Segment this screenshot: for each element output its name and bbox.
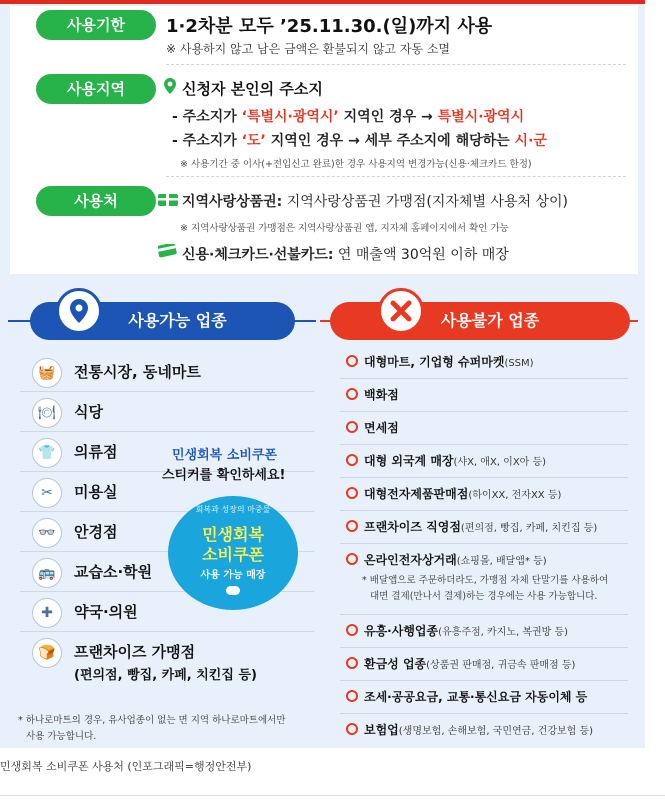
list-item: 환금성 업종(상품권 판매점, 귀금속 판매점 등) bbox=[340, 648, 628, 681]
check-circle-icon bbox=[346, 624, 358, 636]
online-note-1: * 배달앱으로 주문하더라도, 가맹점 자체 단말기를 사용하여 bbox=[362, 575, 609, 586]
image-caption: 민생회복 소비쿠폰 사용처 (인포그래픽=행정안전부) bbox=[0, 760, 252, 773]
region-label: 사용지역 bbox=[36, 74, 156, 104]
glasses-icon: 👓 bbox=[32, 518, 62, 548]
allowed-note-1: * 하나로마트의 경우, 유사업종이 없는 면 지역 하나로마트에서만 bbox=[18, 715, 286, 726]
government-logo bbox=[226, 586, 240, 595]
list-item: 🚌 교습소·학원 bbox=[20, 552, 314, 592]
scissors-icon: ✂ bbox=[32, 478, 62, 508]
list-item: 🧺 전통시장, 동네마트 bbox=[20, 352, 314, 392]
period-note: ※ 사용하지 않고 남은 금액은 환불되지 않고 자동 소멸 bbox=[166, 42, 451, 56]
list-item: 보험업(생명보험, 손해보험, 국민연금, 건강보험 등) bbox=[340, 714, 628, 746]
list-item: 대형 외국계 매장(샤X, 애X, 이X아 등) bbox=[340, 445, 628, 478]
list-item: 면세점 bbox=[340, 412, 628, 445]
credit-card-icon bbox=[158, 244, 178, 259]
hanger-icon: 👕 bbox=[32, 438, 62, 468]
place-gift-line: 지역사랑상품권: 지역사랑상품권 가맹점(지자체별 사용처 상이) bbox=[182, 194, 568, 210]
allowed-pin-icon bbox=[56, 288, 102, 334]
list-item: 👕 의류점 bbox=[20, 432, 314, 472]
school-bus-icon: 🚌 bbox=[32, 558, 62, 588]
check-circle-icon bbox=[346, 421, 358, 433]
list-item: 조세·공공요금, 교통·통신요금 자동이체 등 bbox=[340, 681, 628, 714]
check-circle-icon bbox=[346, 553, 358, 565]
list-item: 유흥·사행업종(유흥주점, 카지노, 복권방 등) bbox=[340, 615, 628, 648]
region-note: ※ 사용기간 중 이사(+전입신고 완료)한 경우 사용지역 변경가능(신용·체크카드 한정) bbox=[180, 159, 532, 170]
plate-icon: 🍽 bbox=[32, 398, 62, 428]
sticker-sub: 사용 가능 매장 bbox=[200, 570, 266, 581]
gift-voucher-icon bbox=[158, 191, 178, 205]
check-circle-icon bbox=[346, 657, 358, 669]
list-item: 대형전자제품판매점(하이XX, 전자XX 등) bbox=[340, 478, 628, 511]
check-circle-icon bbox=[346, 520, 358, 532]
period-label: 사용기한 bbox=[36, 10, 156, 40]
place-label: 사용처 bbox=[36, 186, 156, 216]
check-circle-icon bbox=[346, 454, 358, 466]
forbidden-x-icon bbox=[378, 288, 424, 334]
allowed-title: 사용가능 업종 bbox=[30, 302, 295, 340]
check-circle-icon bbox=[346, 355, 358, 367]
check-circle-icon bbox=[346, 487, 358, 499]
list-item: 🍞 프랜차이즈 가맹점 (편의점, 빵집, 카페, 치킨집 등) bbox=[20, 632, 314, 692]
list-item: ✚ 약국·의원 bbox=[20, 592, 314, 632]
region-line-province: - 주소지가 ‘도’ 지역인 경우 → 세부 주소지에 해당하는 시·군 bbox=[172, 133, 547, 149]
sticker-title-2: 소비쿠폰 bbox=[202, 545, 264, 564]
allowed-note-2: 사용 가능합니다. bbox=[26, 731, 97, 742]
franchise-sub: (편의점, 빵집, 카페, 치킨집 등) bbox=[74, 668, 257, 683]
bread-icon: 🍞 bbox=[32, 638, 62, 668]
region-main: 신청자 본인의 주소지 bbox=[182, 80, 323, 98]
period-main: 1·2차분 모두 ’25.11.30.(일)까지 사용 bbox=[166, 16, 493, 37]
list-item: 👓 안경점 bbox=[20, 512, 314, 552]
sticker-heading-1: 민생회복 소비쿠폰 bbox=[172, 448, 277, 463]
shopping-basket-icon: 🧺 bbox=[32, 358, 62, 388]
sticker-heading-2: 스티커를 확인하세요! bbox=[162, 468, 286, 483]
list-item: 대형마트, 기업형 슈퍼마켓(SSM) bbox=[340, 346, 628, 379]
list-item: ✂ 미용실 bbox=[20, 472, 314, 512]
sticker-arc: 회복과 성장의 마중물 bbox=[195, 505, 271, 514]
hospital-icon: ✚ bbox=[32, 598, 62, 628]
place-gift-note: ※ 지역사랑상품권 가맹점은 지역사랑상품권 앱, 지자체 홈페이지에서 확인 가능 bbox=[180, 223, 509, 234]
online-note-2: 대면 결제(만나서 결제)하는 경우에는 사용 가능합니다. bbox=[370, 591, 598, 602]
check-circle-icon bbox=[346, 723, 358, 735]
forbidden-list bbox=[340, 346, 628, 746]
location-pin-icon bbox=[164, 78, 176, 94]
check-circle-icon bbox=[346, 690, 358, 702]
coupon-sticker bbox=[168, 496, 298, 610]
list-item: 백화점 bbox=[340, 379, 628, 412]
list-item: 프랜차이즈 직영점(편의점, 빵집, 카페, 치킨집 등) bbox=[340, 511, 628, 544]
list-item: 온라인전자상거래(쇼핑몰, 배달앱* 등) * 배달앱으로 주문하더라도, 가맹점 자체 단말기를 사용하여 대면 결제(만나서 결제)하는 경우에는 사용 가능합니다. bbox=[340, 544, 628, 615]
region-line-metro: - 주소지가 ‘특별시·광역시’ 지역인 경우 → 특별시·광역시 bbox=[172, 109, 525, 125]
check-circle-icon bbox=[346, 388, 358, 400]
place-card-line: 신용·체크카드·선불카드: 연 매출액 30억원 이하 매장 bbox=[182, 247, 509, 263]
forbidden-title: 사용불가 업종 bbox=[330, 302, 630, 340]
sticker-title-1: 민생회복 bbox=[202, 525, 264, 544]
list-item: 🍽 식당 bbox=[20, 392, 314, 432]
